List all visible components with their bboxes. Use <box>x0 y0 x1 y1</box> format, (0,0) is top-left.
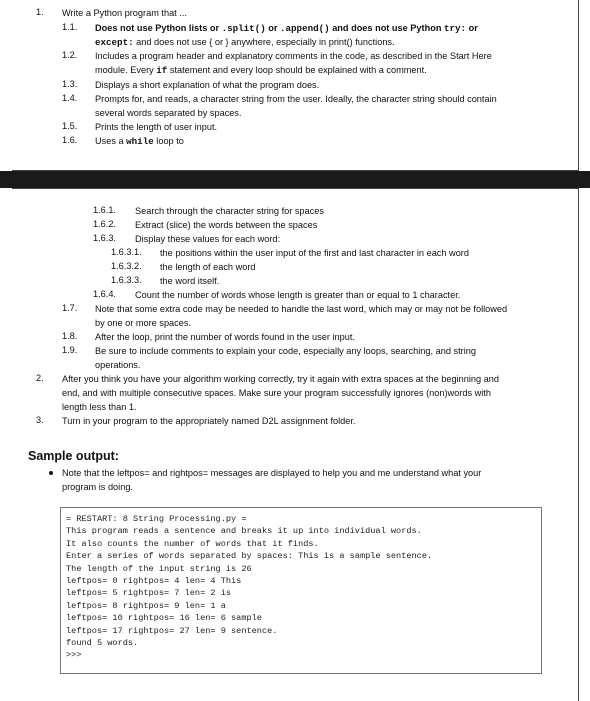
console-prompt: >>> <box>66 650 82 661</box>
item-number: 1.6. <box>62 135 78 145</box>
console-line: leftpos= 17 rightpos= 27 len= 9 sentence. <box>66 625 278 636</box>
item-text: After you think you have your algorithm working correctly, try it again with extra spaces at the beginning and <box>62 374 499 384</box>
console-line: This program reads a sentence and breaks it up into individual words. <box>66 526 422 537</box>
item-text: Displays a short explanation of what the program does. <box>95 80 320 90</box>
console-line: leftpos= 10 rightpos= 16 len= 6 sample <box>66 613 262 624</box>
item-text: by one or more spaces. <box>95 318 192 328</box>
item-text: the positions within the user input of the first and last character in each word <box>160 248 469 258</box>
item-text: the length of each word <box>160 262 256 272</box>
item-number: 1.8. <box>62 331 78 341</box>
item-text: Extract (slice) the words between the spaces <box>135 220 318 230</box>
console-line: leftpos= 5 rightpos= 7 len= 2 is <box>66 588 232 599</box>
item-text: After the loop, print the number of words found in the user input. <box>95 332 355 342</box>
item-text: end, and with multiple consecutive spaces. Make sure your program successfully ignores (non)words with <box>62 388 491 398</box>
console-line: leftpos= 8 rightpos= 9 len= 1 a <box>66 600 226 611</box>
item-number: 1.9. <box>62 345 78 355</box>
item-text: the word itself. <box>160 276 220 286</box>
item-number: 3. <box>36 415 44 425</box>
note-text: program is doing. <box>62 482 133 492</box>
item-number: 1.6.2. <box>93 219 116 229</box>
item-number: 1.2. <box>62 50 78 60</box>
console-line: leftpos= 0 rightpos= 4 len= 4 This <box>66 576 242 586</box>
item-number: 1.6.3.1. <box>111 247 142 257</box>
item-number: 1.6.4. <box>93 289 116 299</box>
sample-output-heading: Sample output: <box>28 449 119 463</box>
item-text: Note that some extra code may be needed to handle the last word, which may or may not be followed <box>95 304 508 314</box>
bullet-icon <box>49 471 53 475</box>
console-line: Enter a series of words separated by spaces: This is a sample sentence. <box>66 551 433 562</box>
console-line: found 5 words. <box>66 638 139 648</box>
item-number: 1.5. <box>62 121 78 131</box>
item-number: 1.4. <box>62 93 78 103</box>
item-text: operations. <box>95 360 141 370</box>
item-text: module. Every if statement and every loop should be explained with a comment. <box>95 65 427 76</box>
item-text: Count the number of words whose length is greater than or equal to 1 character. <box>135 290 461 300</box>
item-text: Does not use Python lists or .split() or .append() and does not use Python try: or <box>95 23 478 34</box>
console-line: It also counts the number of words that it finds. <box>66 538 319 549</box>
item-text: Prompts for, and reads, a character string from the user. Ideally, the character string should contain <box>95 94 497 104</box>
item-number: 1. <box>36 7 44 17</box>
console-output-box <box>60 507 542 674</box>
item-text: Display these values for each word: <box>135 234 281 244</box>
item-number: 1.7. <box>62 303 78 313</box>
item-number: 1.1. <box>62 22 78 32</box>
item-text: Write a Python program that ... <box>62 8 187 18</box>
item-text: Turn in your program to the appropriately named D2L assignment folder. <box>62 416 356 426</box>
console-line: The length of the input string is 26 <box>66 563 252 574</box>
note-text: Note that the leftpos= and rightpos= messages are displayed to help you and me understand what your <box>62 468 482 478</box>
item-text: Includes a program header and explanatory comments in the code, as described in the Start Here <box>95 51 492 61</box>
item-text: Search through the character string for spaces <box>135 206 324 216</box>
page-break-divider <box>0 171 590 188</box>
item-text: Uses a while loop to <box>95 136 184 147</box>
item-text: except: and does not use { or } anywhere, especially in print() functions. <box>95 37 395 48</box>
item-text: length less than 1. <box>62 402 137 412</box>
item-text: Be sure to include comments to explain your code, especially any loops, searching, and string <box>95 346 476 356</box>
item-number: 1.6.3. <box>93 233 116 243</box>
item-number: 1.3. <box>62 79 78 89</box>
console-line: = RESTART: 8 String Processing.py = <box>66 514 247 524</box>
item-number: 1.6.3.2. <box>111 261 142 271</box>
item-number: 1.6.1. <box>93 205 116 215</box>
item-text: Prints the length of user input. <box>95 122 218 132</box>
item-number: 1.6.3.3. <box>111 275 142 285</box>
item-text: several words separated by spaces. <box>95 108 242 118</box>
item-number: 2. <box>36 373 44 383</box>
